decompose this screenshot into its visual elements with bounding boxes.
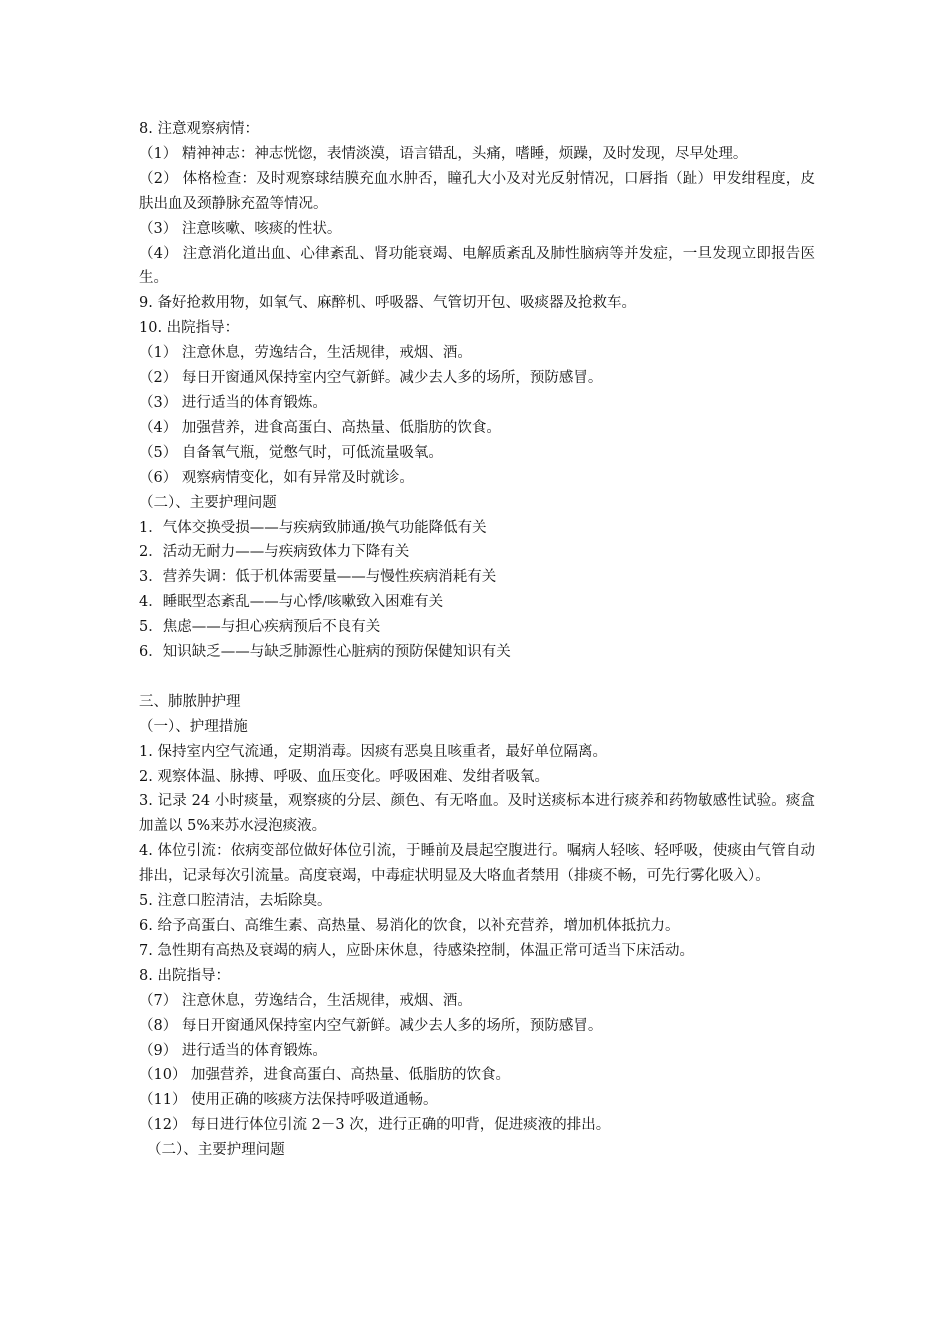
discharge-10: （10） 加强营养，进食高蛋白、高热量、低脂肪的饮食。: [139, 1067, 511, 1084]
measures-heading: （一）、护理措施: [139, 718, 248, 735]
measure-7: 7. 急性期有高热及衰竭的病人，应卧床休息，待感染控制，体温正常可适当下床活动。: [139, 942, 694, 959]
discharge-5: （5） 自备氧气瓶，觉憋气时，可低流量吸氧。: [139, 444, 443, 461]
discharge-3: （3） 进行适当的体育锻炼。: [139, 394, 327, 411]
measure-1: 1. 保持室内空气流通，定期消毒。因痰有恶臭且咳重者，最好单位隔离。: [139, 743, 607, 760]
item10-title: 10. 出院指导：: [139, 320, 240, 337]
discharge-6: （6） 观察病情变化，如有异常及时就诊。: [139, 469, 414, 486]
item8-title: 8. 注意观察病情：: [139, 121, 259, 137]
observation-2: （2） 体格检查：及时观察球结膜充血水肿否，瞳孔大小及对光反射情况，口唇指（趾）甲发绀程度，皮肤出血及颈静脉充盈等情况。: [139, 170, 815, 212]
paragraph-spacer: [139, 665, 815, 690]
problem-3: 3．营养失调：低于机体需要量——与慢性疾病消耗有关: [139, 569, 497, 586]
measure-5: 5. 注意口腔清洁，去垢除臭。: [139, 893, 332, 910]
measure-2: 2. 观察体温、脉搏、呼吸、血压变化。呼吸困难、发绀者吸氧。: [139, 768, 549, 785]
measure-8-title: 8. 出院指导：: [139, 967, 230, 984]
discharge-7: （7） 注意休息，劳逸结合，生活规律，戒烟、酒。: [139, 992, 472, 1009]
discharge-9: （9） 进行适当的体育锻炼。: [139, 1042, 327, 1059]
problems-heading-2: （二）、主要护理问题: [147, 1142, 285, 1159]
observation-4: （4） 注意消化道出血、心律紊乱、肾功能衰竭、电解质紊乱及肺性脑病等并发症，一旦发现立即报告医生。: [139, 245, 815, 287]
discharge-1: （1） 注意休息，劳逸结合，生活规律，戒烟、酒。: [139, 345, 472, 362]
measure-4: 4. 体位引流：依病变部位做好体位引流，于睡前及晨起空腹进行。嘱病人轻咳、轻呼吸，使痰由气管自动排出，记录每次引流量。高度衰竭，中毒症状明显及大咯血者禁用（排痰不畅，可先行雾化吸入）。: [139, 843, 815, 885]
observation-1: （1） 精神神志：神志恍惚，表情淡漠，语言错乱，头痛，嗜睡，烦躁，及时发现，尽早处理。: [139, 145, 748, 162]
problems-heading: （二）、主要护理问题: [139, 494, 277, 511]
discharge-12: （12） 每日进行体位引流 2－3 次，进行正确的叩背，促进痰液的排出。: [139, 1117, 611, 1134]
discharge-11: （11） 使用正确的咳痰方法保持呼吸道通畅。: [139, 1092, 438, 1109]
section-title: 三、肺脓肿护理: [139, 693, 241, 710]
discharge-2: （2） 每日开窗通风保持室内空气新鲜。减少去人多的场所，预防感冒。: [139, 370, 603, 387]
measure-6: 6. 给予高蛋白、高维生素、高热量、易消化的饮食，以补充营养，增加机体抵抗力。: [139, 917, 680, 934]
measure-3: 3. 记录 24 小时痰量，观察痰的分层、颜色、有无咯血。及时送痰标本进行痰养和药物敏感性试验。痰盒加盖以 5%来苏水浸泡痰液。: [139, 793, 815, 835]
problem-2: 2．活动无耐力——与疾病致体力下降有关: [139, 544, 410, 561]
item9: 9. 备好抢救用物，如氧气、麻醉机、呼吸器、气管切开包、吸痰器及抢救车。: [139, 295, 636, 312]
discharge-4: （4） 加强营养，进食高蛋白、高热量、低脂肪的饮食。: [139, 419, 501, 436]
problem-5: 5．焦虑——与担心疾病预后不良有关: [139, 619, 381, 636]
discharge-8: （8） 每日开窗通风保持室内空气新鲜。减少去人多的场所，预防感冒。: [139, 1017, 603, 1034]
observation-3: （3） 注意咳嗽、咳痰的性状。: [139, 220, 342, 237]
problem-6: 6．知识缺乏——与缺乏肺源性心脏病的预防保健知识有关: [139, 644, 511, 661]
document-page: [139, 117, 815, 1163]
problem-1: 1．气体交换受损——与疾病致肺通/换气功能降低有关: [139, 519, 487, 536]
problem-4: 4．睡眠型态紊乱——与心悸/咳嗽致入困难有关: [139, 594, 444, 611]
